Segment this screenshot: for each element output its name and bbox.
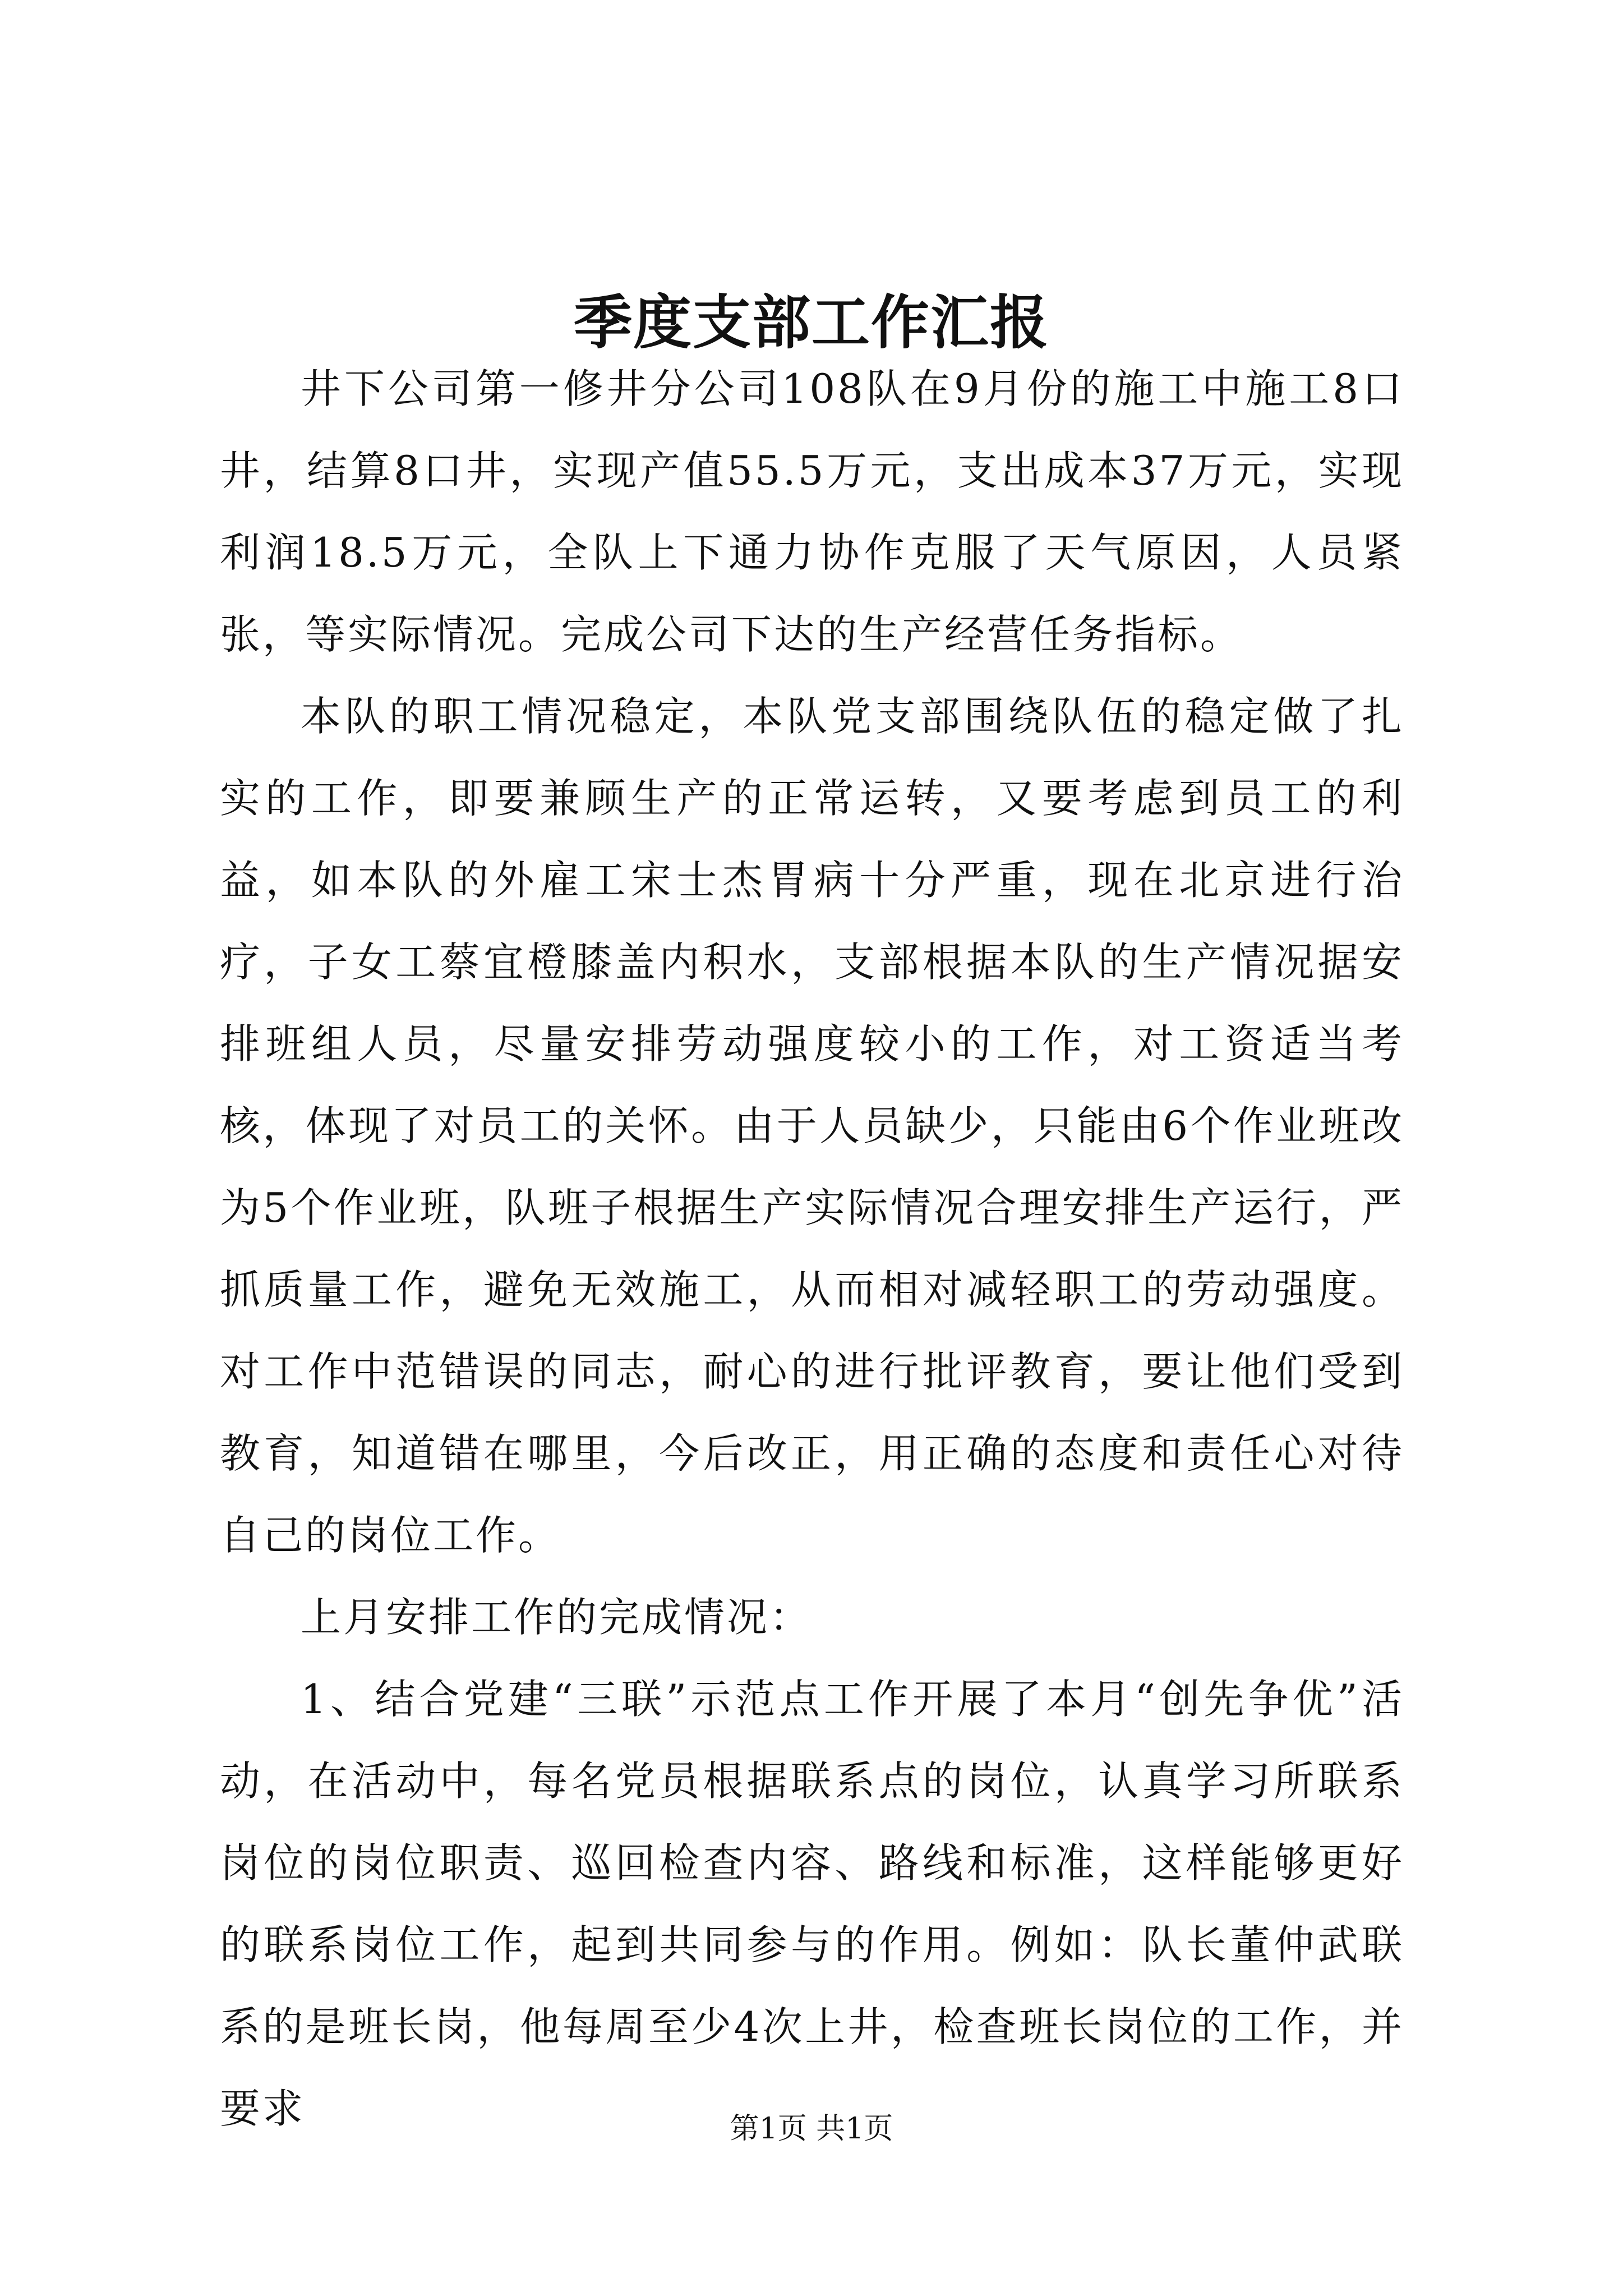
- paragraph-staff-situation: 本队的职工情况稳定，本队党支部围绕队伍的稳定做了扎实的工作，即要兼顾生产的正常运转，又要考虑到员工的利益，如本队的外雇工宋士杰胃病十分严重，现在北京进行治疗，子女工蔡宜橙膝盖内积水，支部根据本队的生产情况据安排班组人员，尽量安排劳动强度较小的工作，对工资适当考核，体现了对员工的关怀。由于人员缺少，只能由6个作业班改为5个作业班，队班子根据生产实际情况合理安排生产运行，严抓质量工作，避免无效施工，从而相对减轻职工的劳动强度。对工作中范错误的同志，耐心的进行批评教育，要让他们受到教育，知道错在哪里，今后改正，用正确的态度和责任心对待自己的岗位工作。: [220, 693, 1404, 1559]
- document-title: 季度支部工作汇报: [573, 288, 1049, 357]
- document-body: [220, 348, 1404, 2150]
- paragraph-work-completion-heading: 上月安排工作的完成情况：: [301, 1594, 813, 1641]
- page-footer: 第1页 共1页: [730, 2112, 893, 2146]
- paragraph-item-1: 1、结合党建“三联”示范点工作开展了本月“创先争优”活动，在活动中，每名党员根据联系点的岗位，认真学习所联系岗位的岗位职责、巡回检查内容、路线和标准，这样能够更好的联系岗位工作，起到共同参与的作用。例如：队长董仲武联系的是班长岗，他每周至少4次上井，检查班长岗位的工作，并要求: [220, 1676, 1404, 2132]
- paragraph-production-summary: 井下公司第一修井分公司108队在9月份的施工中施工8口井，结算8口井，实现产值55.5万元，支出成本37万元，实现利润18.5万元，全队上下通力协作克服了天气原因，人员紧张，等实际情况。完成公司下达的生产经营任务指标。: [220, 365, 1404, 658]
